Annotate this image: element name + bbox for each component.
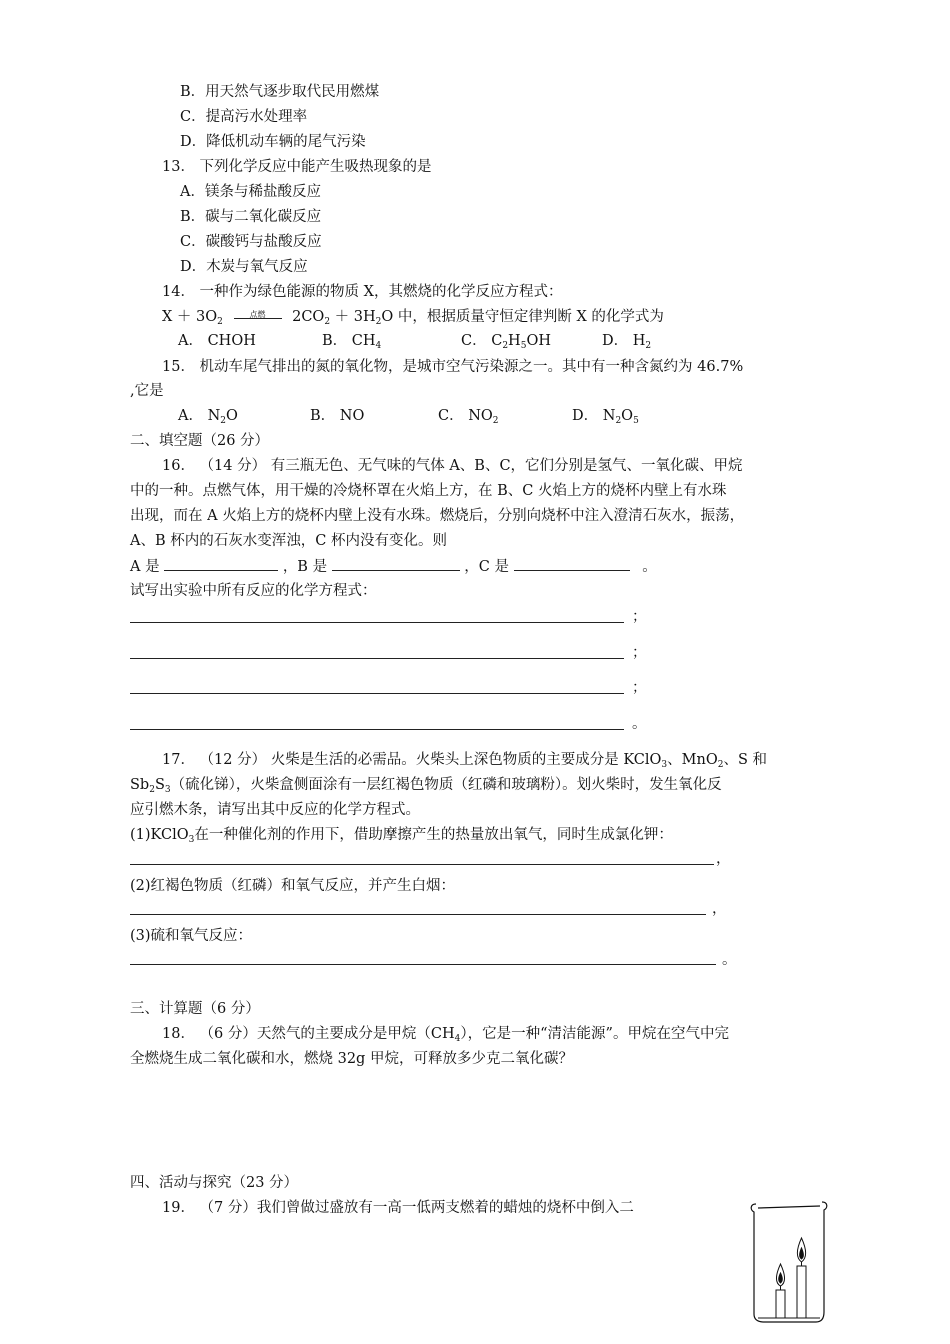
q16-line2: 中的一种。点燃气体，用干燥的冷烧杯罩在火焰上方，在 B、C 火焰上方的烧杯内壁上有水珠 <box>130 483 727 499</box>
q15-option-d: D． $N_2O_5$ <box>572 408 639 426</box>
q16-line3: 出现，而在 A 火焰上方的烧杯内壁上没有水珠。燃烧后，分别向烧杯中注入澄清石灰水，振荡， <box>130 508 745 524</box>
q14-eq-right: 2CO <box>292 309 325 325</box>
q16-prompt: 试写出实验中所有反应的化学方程式： <box>130 583 377 599</box>
q17-part1: (1)KClO$_3$在一种催化剂的作用下，借助摩擦产生的热量放出氧气，同时生成氯化钾： <box>130 827 673 845</box>
q16-answer-line-4[interactable] <box>130 729 624 730</box>
q17-punct-2: ， <box>712 901 727 917</box>
q16-answer-line-2[interactable] <box>130 658 624 659</box>
q17-part2: (2)红褐色物质（红磷）和氧气反应，并产生白烟： <box>130 878 456 894</box>
short-candle-icon <box>776 1264 785 1318</box>
section-2-title: 二、填空题（26 分） <box>130 433 270 449</box>
section-3-title: 三、计算题（6 分） <box>130 1001 260 1017</box>
reaction-arrow-icon <box>234 309 282 325</box>
q17-line1: 17． （12 分） 火柴是生活的必需品。火柴头上深色物质的主要成分是 KClO$_3$、MnO$_2$、S 和 <box>162 752 767 770</box>
q16-answer-line-1[interactable] <box>130 622 624 623</box>
q13-stem: 13． 下列化学反应中能产生吸热现象的是 <box>162 159 432 175</box>
q16-blank-a[interactable] <box>164 556 278 571</box>
q16-punct-2: ； <box>632 645 647 661</box>
q16-punct-3: ； <box>632 680 647 696</box>
q16-blank-c[interactable] <box>514 556 630 571</box>
q14-option-d: D． $H_2$ <box>602 333 652 351</box>
q14-option-c: C． $C_2H_5OH$ <box>461 333 551 351</box>
q14-stem: 14． 一种作为绿色能源的物质 X，其燃烧的化学反应方程式： <box>162 284 563 300</box>
q17-answer-line-3[interactable] <box>130 964 716 965</box>
q15-stem-line1: 15． 机动车尾气排出的氮的氧化物，是城市空气污染源之一。其中有一种含氮约为 46.7% <box>162 359 744 375</box>
q14-eq-tail: O 中，根据质量守恒定律判断 X 的化学式为 <box>381 309 664 325</box>
beaker-candles-illustration <box>738 1196 838 1326</box>
q14-eq-left: X ＋ 3O <box>162 309 218 325</box>
q16-answer-line-3[interactable] <box>130 693 624 694</box>
q14-option-b: B． $CH_4$ <box>322 333 382 351</box>
q16-line1: 16． （14 分） 有三瓶无色、无气味的气体 A、B、C，它们分别是氢气、一氧化碳、甲烷 <box>162 458 743 474</box>
q14-equation: $X + 3O_2$ 点燃 $2CO_2 + 3H_2O$ 中，根据质量守恒定律判断 X 的化学式为 <box>162 307 664 332</box>
q18-line2: 全燃烧生成二氧化碳和水，燃烧 32g 甲烷，可释放多少克二氧化碳？ <box>130 1051 573 1067</box>
section-4-title: 四、活动与探究（23 分） <box>130 1175 299 1191</box>
q14-option-a: A． CHOH <box>178 333 256 349</box>
beaker-icon <box>751 1202 827 1322</box>
tall-candle-icon <box>797 1238 806 1318</box>
q17-part3: (3)硫和氧气反应： <box>130 928 253 944</box>
q18-line1: 18． （6 分）天然气的主要成分是甲烷$(CH_4)$，它是一种“清洁能源”。甲烷在空气中完 <box>162 1026 729 1044</box>
q13-option-a: A．镁条与稀盐酸反应 <box>180 184 321 200</box>
q15-option-a: A． $N_2O$ <box>178 408 238 426</box>
q12-option-b: B．用天然气逐步取代民用燃煤 <box>180 84 380 100</box>
q13-option-b: B．碳与二氧化碳反应 <box>180 209 322 225</box>
q16-punct-1: ； <box>632 609 647 625</box>
q15-option-c: C． $NO_2$ <box>438 408 499 426</box>
q17-line2: $Sb_2S_3$（硫化锑），火柴盒侧面涂有一层红褐色物质（红磷和玻璃粉）。划火柴时，发生氧化反 <box>130 777 722 795</box>
q12-option-d: D．降低机动车辆的尾气污染 <box>180 134 366 150</box>
q16-line4: A、B 杯内的石灰水变浑浊，C 杯内没有变化。则 <box>130 533 447 549</box>
q14-eq-condition: 点燃 <box>249 310 266 319</box>
q17-line3: 应引燃木条，请写出其中反应的化学方程式。 <box>130 802 420 818</box>
q16-answer-row: A 是 ，B 是 ，C 是 。 <box>130 556 657 577</box>
q17-answer-line-1[interactable] <box>130 864 714 865</box>
q17-answer-line-2[interactable] <box>130 914 706 915</box>
q17-punct-1: ， <box>716 851 731 867</box>
q12-option-c: C．提高污水处理率 <box>180 109 308 125</box>
q17-punct-3: 。 <box>722 952 737 968</box>
q16-punct-4: 。 <box>632 716 647 732</box>
q19-line1: 19． （7 分）我们曾做过盛放有一高一低两支燃着的蜡烛的烧杯中倒入二 <box>162 1200 634 1216</box>
q16-blank-b[interactable] <box>332 556 460 571</box>
q14-eq-plus: ＋ 3H <box>334 309 376 325</box>
q13-option-c: C．碳酸钙与盐酸反应 <box>180 234 322 250</box>
q15-option-b: B． NO <box>310 408 365 424</box>
q13-option-d: D．木炭与氧气反应 <box>180 259 308 275</box>
q15-stem-line2: ,它是 <box>130 383 164 399</box>
